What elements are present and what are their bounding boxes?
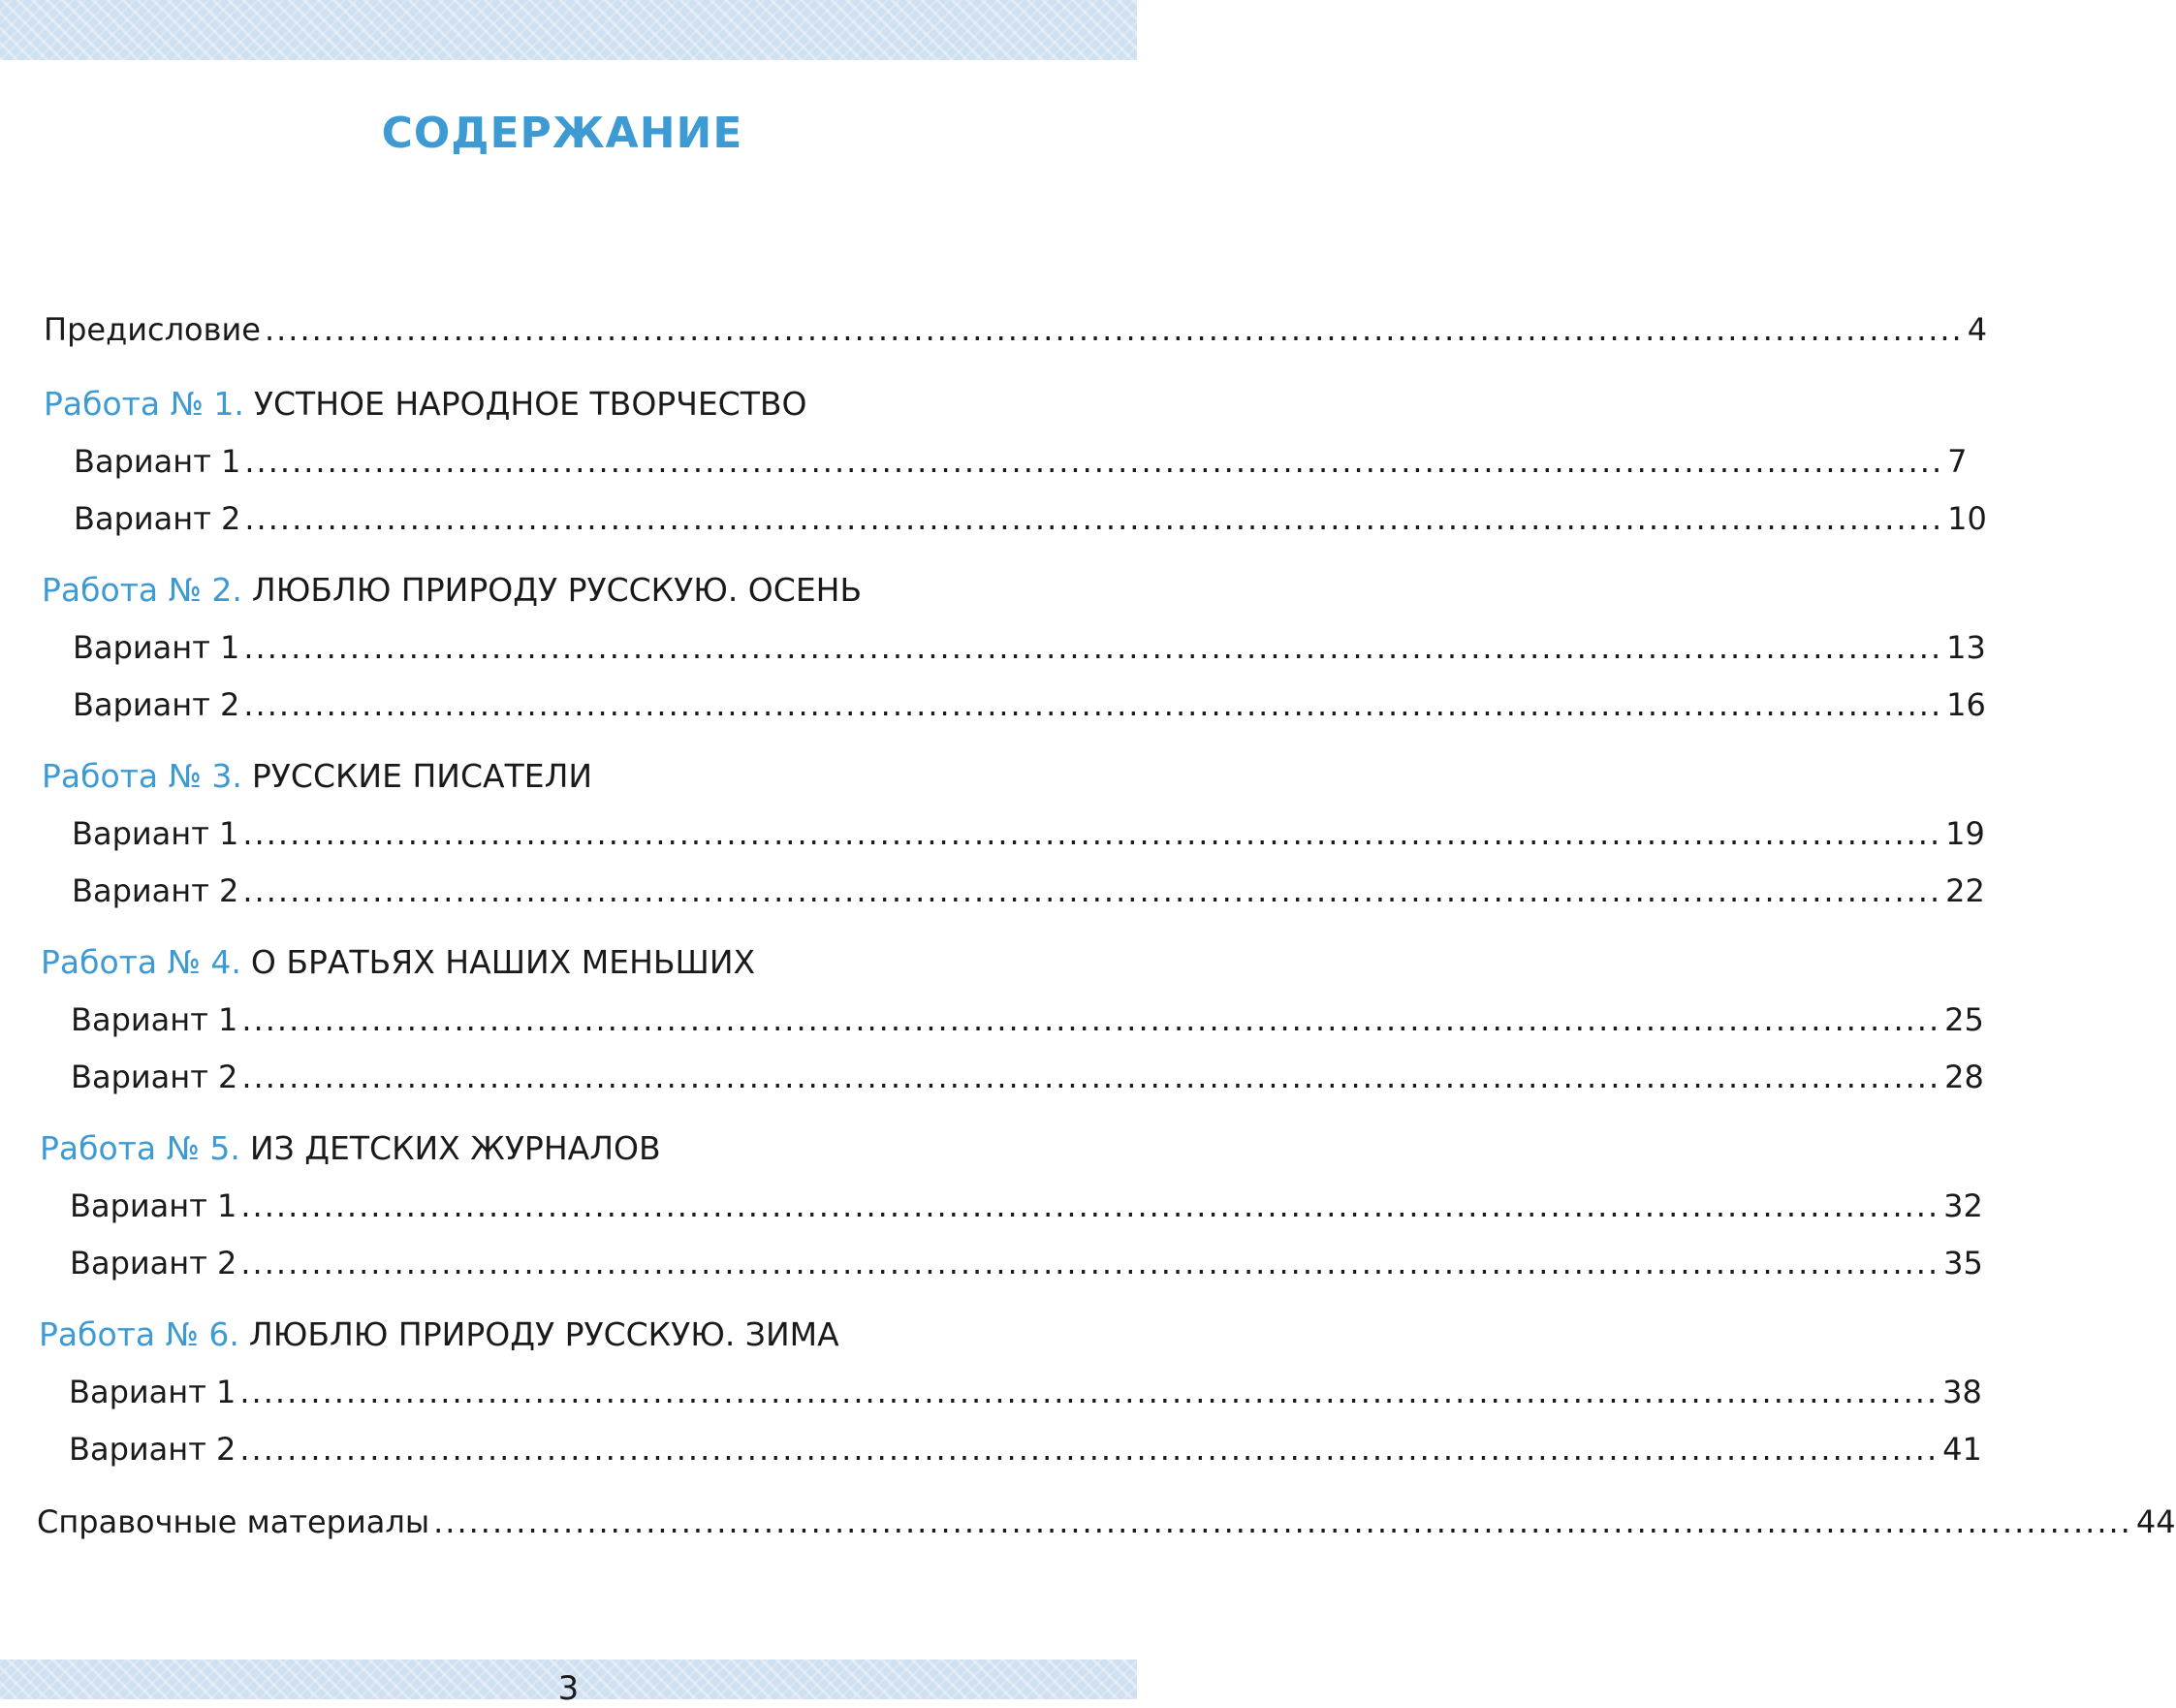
toc-work-2-variant-2[interactable] (73, 685, 1986, 724)
leader-dots: ................................................................................................................................................ (243, 686, 1943, 723)
toc-entry-reference[interactable] (37, 1502, 2176, 1541)
work-number: Работа № 1. (44, 385, 244, 423)
work-title: ЛЮБЛЮ ПРИРОДУ РУССКУЮ. ОСЕНЬ (251, 571, 863, 609)
toc-work-5-heading[interactable] (40, 1128, 661, 1169)
toc-work-4-heading[interactable] (41, 942, 755, 983)
work-title: РУССКИЕ ПИСАТЕЛИ (251, 757, 593, 795)
variant-label: Вариант 2 (70, 1245, 237, 1281)
variant-label: Вариант 1 (73, 629, 240, 666)
work-number: Работа № 5. (40, 1129, 240, 1167)
leader-dots: ................................................................................................................................................ (241, 1059, 1941, 1095)
variant-label: Вариант 2 (74, 500, 241, 537)
toc-work-4-variant-2[interactable] (71, 1058, 1984, 1096)
work-title: УСТНОЕ НАРОДНОЕ ТВОРЧЕСТВО (253, 385, 807, 423)
toc-work-6-heading[interactable] (39, 1314, 839, 1355)
leader-dots: ................................................................................................................................................ (433, 1503, 2132, 1540)
toc-work-4-variant-1[interactable] (71, 1000, 1984, 1039)
toc-page-number: 35 (1943, 1245, 1983, 1281)
variant-label: Вариант 2 (69, 1431, 237, 1468)
variant-label: Вариант 2 (72, 872, 239, 909)
toc-work-6-variant-1[interactable] (69, 1373, 1982, 1411)
toc-page-number: 41 (1942, 1431, 1982, 1468)
toc-entry-preface[interactable] (44, 310, 1988, 349)
toc-work-6-variant-2[interactable] (69, 1430, 1982, 1469)
page-number: 3 (557, 1669, 580, 1708)
leader-dots: ................................................................................................................................................ (239, 1374, 1939, 1410)
variant-label: Вариант 2 (73, 686, 240, 723)
leader-dots: ................................................................................................................................................ (243, 629, 1943, 666)
toc-work-2-heading[interactable] (42, 570, 862, 611)
toc-work-1-variant-1[interactable] (74, 442, 1968, 481)
toc-entry-label: Предисловие (44, 311, 261, 348)
leader-dots: ................................................................................................................................................ (240, 1245, 1940, 1281)
toc-page-number: 25 (1944, 1001, 1984, 1038)
variant-label: Вариант 1 (71, 1001, 238, 1038)
toc-entry-label: Справочные материалы (37, 1503, 430, 1540)
work-number: Работа № 6. (39, 1315, 239, 1353)
leader-dots: ................................................................................................................................................ (242, 872, 1942, 909)
leader-dots: ................................................................................................................................................ (242, 815, 1942, 852)
toc-work-5-variant-1[interactable] (70, 1186, 1983, 1225)
toc-page-number: 4 (1967, 311, 1988, 348)
toc-page-number: 10 (1947, 500, 1987, 537)
variant-label: Вариант 1 (74, 443, 241, 480)
toc-work-5-variant-2[interactable] (70, 1244, 1983, 1282)
leader-dots: ................................................................................................................................................ (264, 311, 1964, 348)
toc-work-2-variant-1[interactable] (73, 628, 1986, 667)
work-number: Работа № 4. (41, 943, 241, 981)
top-decorative-band (0, 0, 1137, 60)
toc-work-3-heading[interactable] (42, 756, 592, 797)
work-number: Работа № 2. (42, 571, 242, 609)
leader-dots: ................................................................................................................................................ (244, 500, 1944, 537)
leader-dots: ................................................................................................................................................ (241, 1001, 1941, 1038)
toc-work-3-variant-1[interactable] (72, 814, 1985, 853)
toc-work-3-variant-2[interactable] (72, 871, 1985, 910)
toc-page-number: 13 (1946, 629, 1986, 666)
variant-label: Вариант 1 (70, 1187, 237, 1224)
variant-label: Вариант 2 (71, 1059, 238, 1095)
toc-page-number: 28 (1944, 1059, 1984, 1095)
page-title: СОДЕРЖАНИЕ (381, 109, 743, 158)
toc-page-number: 22 (1945, 872, 1985, 909)
toc-page-number: 32 (1943, 1187, 1983, 1224)
leader-dots: ................................................................................................................................................ (239, 1431, 1939, 1468)
toc-work-1-variant-2[interactable] (74, 499, 1987, 538)
work-number: Работа № 3. (42, 757, 242, 795)
leader-dots: ................................................................................................................................................ (240, 1187, 1940, 1224)
variant-label: Вариант 1 (69, 1374, 237, 1410)
toc-page-number: 38 (1942, 1374, 1982, 1410)
work-title: ЛЮБЛЮ ПРИРОДУ РУССКУЮ. ЗИМА (248, 1315, 839, 1353)
toc-work-1-heading[interactable] (44, 384, 806, 425)
variant-label: Вариант 1 (72, 815, 239, 852)
toc-page-number: 16 (1946, 686, 1986, 723)
work-title: О БРАТЬЯХ НАШИХ МЕНЬШИХ (250, 943, 756, 981)
leader-dots: ................................................................................................................................................ (244, 443, 1944, 480)
work-title: ИЗ ДЕТСКИХ ЖУРНАЛОВ (249, 1129, 661, 1167)
toc-page-number: 7 (1947, 443, 1968, 480)
toc-page-number: 44 (2135, 1503, 2176, 1540)
toc-page-number: 19 (1945, 815, 1985, 852)
